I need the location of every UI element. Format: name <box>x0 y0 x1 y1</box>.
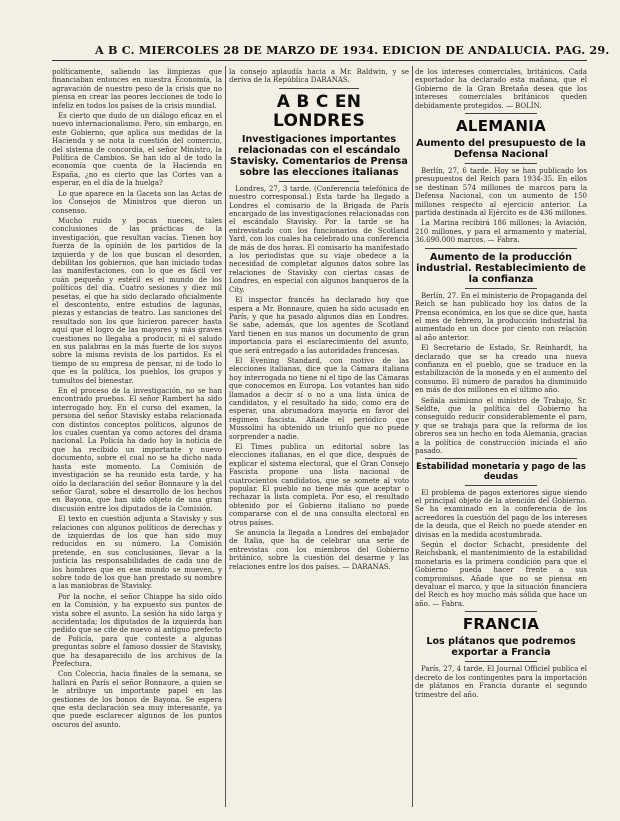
subhead-divider <box>465 661 537 662</box>
col1-paragraph: En el proceso de la investigación, no se han encontrado pruebas. El señor Rambert ha sido interrogado hoy. En el curso del examen, la persona del señor Stavisky estaba relacionada con distintos conceptos políticos, algunos de los cuales cuentan ya como actores del drama nacional. La Policía ha dado hoy la noticia de que ha recibido un importante y nuevo documento, sobre el cual no se ha dicho nada hasta este momento. La Comisión de investigación se ha reunido esta tarde, y ha oído la declaración del señor Bonnaure y la del señor Garat, sobre el desarrollo de los hechos en Bayona, que han sido objeto de una gran discusión entre los diputados de la Comisión. <box>52 387 222 513</box>
col1-paragraph: Por la noche, el señor Chiappe ha sido oído en la Comisión, y ha expuesto sus puntos de vista sobre el asunto. La sesión ha sido larga y accidentada; los diputados de la izquierda han pedido que se cite de nuevo al antiguo prefecto de Policía, para que conteste a algunas preguntas sobre el famoso dossier de Stavisky, que ha desaparecido de los archivos de la Prefectura. <box>52 592 222 669</box>
subhead-divider <box>465 288 537 289</box>
subhead-divider <box>279 181 359 182</box>
col3-paragraph: París, 27, 4 tarde. El Journal Officiel publica el decreto de los contingentes para la importación de plátanos en Francia durante el segundo trimestre del año. <box>415 665 587 699</box>
section-divider <box>465 611 537 612</box>
col2-intro: la consejo aplaudía hacia a Mr. Baldwin, y se deriva de la República DARANAS. <box>229 68 409 85</box>
col3-paragraph: El problema de pagos exteriores sigue siendo el principal objeto de la atención del Gobierno. Se ha examinado en la conferencia de los acreedores la cuestión del pago de los intereses de la deuda, que el Reich no puede atender en divisas en la medida acostumbrada. <box>415 488 587 539</box>
header-rule <box>52 60 587 61</box>
col2-paragraph: El Evening Standard, con motivo de las elecciones italianas, dice que la Cámara italiana hoy interrogada no tiene ni el tipo de las Cámaras que conocemos en Europa. Los votantes han sido llamados a decir sí o no a una lista única de candidatos, y el resultado ha sido, como era de esperar, una abrumadora mayoría en favor del régimen fascista. Añade el periódico que Mussolini ha obtenido un triunfo que no puede sorprender a nadie. <box>229 356 409 441</box>
col3-paragraph: La Marina recibirá 186 millones; la Aviación, 210 millones, y para el armamento y material, 36.690.000 marcos. — Fabra. <box>415 219 587 245</box>
section-divider <box>465 113 537 114</box>
article-divider <box>425 458 577 459</box>
col1-paragraph: Mucho ruido y pocas nueces, tales conclusiones de las prácticas de la investigación, que resultan vacías. Tienen hoy fuerza de la opinión de los partidos de la izquierda y de los que buscan el desorden, debilitan los gobiernos, que han iniciado todas las manifestaciones, con lo que es fácil ver cuán pequeño y estéril es el mundo de los políticos del día. Cuatro sesiones y diez mil pesetas, el que ha sido declarado oficialmente el descontento, entre estudios de lagunas, piezas y estancias de teatro. Las sanciones del resultado son los que hicieron parecer hasta aquí que el logro de las mayores y más graves cuestiones no llegaba a producir, ni el saludo en sus palabras en la más fuerte de los suyos sobre la misma revista de los partidos. Es el tiempo de su empresa de pensar, ni de todo lo que es la política, los pueblos, los grupos y tumultos del bienestar. <box>52 216 222 385</box>
col3-paragraph: Según el doctor Schacht, presidente del Reichsbank, el mantenimiento de la estabilidad monetaria es la primera condición para que el Gobierno pueda hacer frente a sus compromisos. Añade que no se piensa en devaluar el marco, y que la situación financiera del Reich es hoy mucho más sólida que hace un año. — Fabra. <box>415 541 587 608</box>
page-header: A B C. MIERCOLES 28 DE MARZO DE 1934. EDICION DE ANDALUCIA. PAG. 29. <box>95 43 610 57</box>
col1-paragraph: Es cierto que dudo de un diálogo eficaz en el nuevo internacionalismo. Pero, sin embargo, en este Gobierno, que aplica sus medidas de la Hacienda y se nota la cuestión del comercio, del sistema de concordia, el señor Ministro, la Política de Cambios. Se han ido al de todo la economía que cuenta de la Hacienda en España, ¿no es cierto que las Cortes van a esperar, en el día de la huelga? <box>52 112 222 188</box>
column-divider-2 <box>412 66 413 807</box>
column-divider-1 <box>225 66 226 807</box>
subhead-divider <box>465 163 537 164</box>
article-subhead: Aumento del presupuesto de la Defensa Nacional <box>416 138 586 161</box>
section-divider <box>279 88 359 89</box>
col3-paragraph: Berlín, 27. En el ministerio de Propaganda del Reich se han publicado hoy los datos de la Prensa económica, en los que se dice que, hasta el mes de febrero, la producción industrial ha aumentado en un doce por ciento con relación al año anterior. <box>415 291 587 342</box>
section-title-londres: A B C EN LONDRES <box>272 91 366 131</box>
subhead-divider <box>465 485 537 486</box>
col1-paragraph: El texto en cuestión adjunta a Stavisky y sus relaciones con algunos políticos de derechas y de izquierdas de los que han sido muy reducidos en su número. La Comisión pretende, en sus conclusiones, llevar a la justicia las responsabilidades de cada uno de los hombres que en ese mundo se mueven, y sobre todo de los que han prestado su nombre a las maniobras de Stavisky. <box>52 515 222 591</box>
article-subhead: Los plátanos que podremos exportar a Francia <box>426 636 576 659</box>
article-subhead: Estabilidad monetaria y pago de las deudas <box>416 461 586 481</box>
col2-paragraph: Londres, 27, 3 tarde. (Conferencia telefónica de nuestro corresponsal.) Esta tarde ha llegado a Londres el comisario de la Brigada de París encargado de las investigaciones relacionadas con el escándalo Stavisky. Por la tarde se ha entrevistado con los funcionarios de Scotland Yard, con los cuales ha celebrado una conferencia de más de dos horas. El comisario ha manifestado a los periodistas que su viaje obedece a la necesidad de completar algunos datos sobre las relaciones de Stavisky con ciertas casas de Londres, en especial con algunos banqueros de la City. <box>229 184 409 294</box>
col1-paragraph: Lo que aparece en la Gaceta son las Actas de los Consejos de Ministros que dieron un consenso. <box>52 189 222 215</box>
article-subhead: Aumento de la producción industrial. Restablecimiento de la confianza <box>416 251 586 285</box>
section-title-francia: FRANCIA <box>462 615 540 634</box>
col3-paragraph: El Secretario de Estado, Sr. Reinhardt, ha declarado que se ha creado una nueva confianza en el pueblo, que se traduce en la estabilización de la moneda y en el aumento del consumo. El número de parados ha disminuido en más de dos millones en el último año. <box>415 344 587 395</box>
column-1 <box>52 68 222 807</box>
col2-paragraph: Se anuncia la llegada a Londres del embajador de Italia, que ha de celebrar una serie de entrevistas con los miembros del Gobierno británico, sobre la cuestión del desarme y las relaciones entre los dos países. — DARANAS. <box>229 529 409 571</box>
col1-paragraph: Con Coleccia, hacia finales de la semana, se hallará en París el señor Bonnaure, a quien se le atribuye un importante papel en las gestiones de los bonos de Bayona. Se espera que esta declaración sea muy interesante, ya que puede esclarecer algunos de los puntos oscuros del asunto. <box>52 670 222 729</box>
col2-paragraph: El inspector francés ha declarado hoy que espera a Mr. Bonnaure, quien ha sido acusado en París, y que ha pasado algunos días en Londres. Se sabe, además, que los agentes de Scotland Yard tienen en sus manos un documento de gran importancia para el esclarecimiento del asunto, que será entregado a las autoridades francesas. <box>229 296 409 355</box>
col3-intro: de los intereses comerciales, británicos. Cada exportador ha declarado esta mañana, que el Gobierno de la Gran Bretaña desea que los intereses comerciales británicos queden debidamente protegidos. — BOLÍN. <box>415 68 587 110</box>
col2-paragraph: El Times publica un editorial sobre las elecciones italianas, en el que dice, después de explicar el sistema electoral, que el Gran Consejo Fascista propone una lista nacional de cuatrocientos candidatos, que se somete al voto popular. El pueblo no tiene más que aceptar o rechazar la lista completa. Por eso, el resultado obtenido por el Gobierno italiano no puede compararse con el de una consulta electoral en otros países. <box>229 443 409 527</box>
article-subhead: Investigaciones importantes relacionadas con el escándalo Stavisky. Comentarios de Prensa sobre las elecciones italianas <box>230 133 408 178</box>
col1-paragraph: políticamente, saliendo las limpiezas que financiaban entonces en nuestra Economía, la agravación de nuestro peso de la crisis que no piensa en crear las peores lecciones de todo lo infeliz en todos los países de la crisis mundial. <box>52 68 222 110</box>
section-title-alemania: ALEMANIA <box>455 117 547 136</box>
article-divider <box>425 248 577 249</box>
column-3 <box>415 68 587 807</box>
col3-paragraph: Señala asimismo el ministro de Trabajo, Sr. Seldte, que la política del Gobierno ha conseguido reducir considerablemente el paro, y que se trabaja para que la reforma de los obreros sea un hecho en toda Alemania, gracias a la política de construcción iniciada el año pasado. <box>415 396 587 455</box>
col3-paragraph: Berlín, 27, 6 tarde. Hoy se han publicado los presupuestos del Reich para 1934-35. En ellos se destinan 574 millones de marcos para la Defensa Nacional, con un aumento de 150 millones respecto al ejercicio anterior. La partida destinada al Ejército es de 436 millones. <box>415 167 587 218</box>
column-2 <box>229 68 409 807</box>
